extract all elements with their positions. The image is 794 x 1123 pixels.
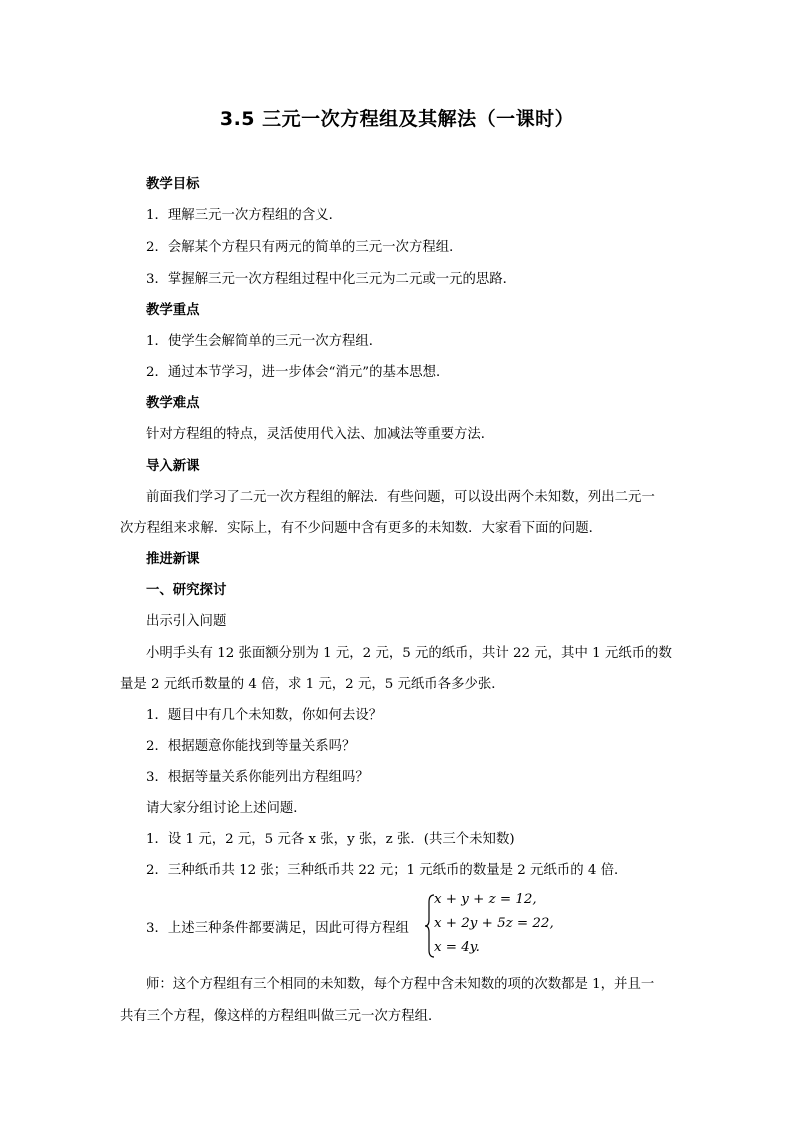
advance-heading: 推进新课 [146,552,200,567]
question-item: 3．根据等量关系你能列出方程组吗？ [146,770,369,785]
research-subheading: 一、研究探讨 [146,583,227,598]
problem-line: 小明手头有 12 张面额分别为 1 元，2 元，5 元的纸币，共计 22 元，其中 1 元纸币的数 [146,646,672,661]
key-item: 1．使学生会解简单的三元一次方程组． [146,334,383,349]
answer-item: 2．三种纸币共 12 张；三种纸币共 22 元；1 元纸币的数量是 2 元纸币的 4 倍． [146,863,628,878]
question-item: 1．题目中有几个未知数，你如何去设？ [146,708,383,723]
goals-heading: 教学目标 [146,177,200,192]
key-item: 2．通过本节学习，进一步体会“消元”的基本思想． [146,365,450,380]
discuss-text: 请大家分组讨论上述问题． [146,801,307,816]
intro-paragraph-line: 前面我们学习了二元一次方程组的解法．有些问题，可以设出两个未知数，列出二元一 [146,490,655,505]
page-title: 3.5 三元一次方程组及其解法（一课时） [219,108,575,130]
problem-line: 量是 2 元纸币数量的 4 倍，求 1 元，2 元，5 元纸币各多少张． [120,677,505,692]
show-problem-text: 出示引入问题 [146,614,227,629]
goal-item: 1．理解三元一次方程组的含义． [146,208,342,223]
equation-1: x + y + z = 12, [434,892,537,907]
question-item: 2．根据题意你能找到等量关系吗？ [146,739,356,754]
answer-item: 1．设 1 元，2 元，5 元各 x 张，y 张，z 张．(共三个未知数) [146,832,515,847]
key-heading: 教学重点 [146,303,200,318]
goal-item: 3．掌握解三元一次方程组过程中化三元为二元或一元的思路． [146,272,517,287]
equation-2: x + 2y + 5z = 22, [434,916,554,931]
intro-paragraph-line: 次方程组来求解．实际上，有不少问题中含有更多的未知数．大家看下面的问题． [120,521,603,536]
intro-heading: 导入新课 [146,459,200,474]
equation-3: x = 4y. [434,940,480,955]
goal-item: 2．会解某个方程只有两元的简单的三元一次方程组． [146,240,463,255]
difficulty-heading: 教学难点 [146,396,200,411]
teacher-paragraph-line: 师：这个方程组有三个相同的未知数，每个方程中含未知数的项的次数都是 1，并且一 [146,977,655,992]
answer-item: 3．上述三种条件都要满足，因此可得方程组 [146,921,409,936]
equation-system [146,892,566,962]
teacher-paragraph-line: 共有三个方程，像这样的方程组叫做三元一次方程组． [120,1009,442,1024]
difficulty-text: 针对方程组的特点，灵活使用代入法、加减法等重要方法． [146,427,495,442]
